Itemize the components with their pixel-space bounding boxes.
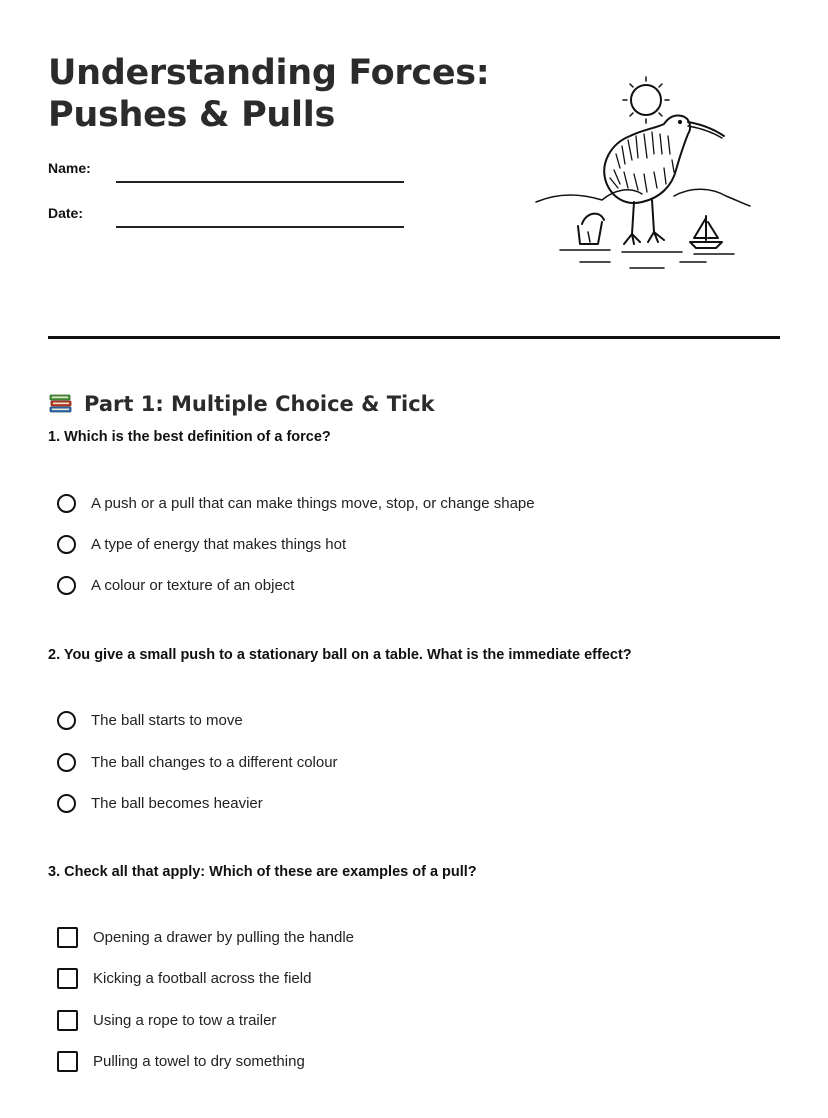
- option-label: Using a rope to tow a trailer: [93, 1011, 277, 1029]
- radio-button[interactable]: [57, 535, 76, 554]
- option-label: A type of energy that makes things hot: [91, 535, 347, 553]
- option-label: A colour or texture of an object: [91, 576, 295, 594]
- books-icon: [48, 391, 74, 417]
- title-line-1: Understanding Forces:: [48, 53, 490, 93]
- question-1-option-3[interactable]: [57, 573, 294, 597]
- kiwi-bird-beach-scene-icon: [530, 74, 754, 282]
- radio-button[interactable]: [57, 794, 76, 813]
- section-divider: [48, 336, 780, 339]
- question-3-text: 3. Check all that apply: Which of these are examples of a pull?: [48, 864, 477, 880]
- title-line-2: Pushes & Pulls: [48, 95, 335, 135]
- question-2-option-2[interactable]: [57, 750, 338, 774]
- date-write-line[interactable]: [116, 226, 404, 228]
- checkbox[interactable]: [57, 1051, 78, 1072]
- question-2-text: 2. You give a small push to a stationary ball on a table. What is the immediate effect?: [48, 647, 632, 663]
- option-label: The ball changes to a different colour: [91, 753, 338, 771]
- question-1-option-1[interactable]: [57, 491, 535, 515]
- part-1-heading-text: Part 1: Multiple Choice & Tick: [84, 392, 435, 417]
- option-label: The ball becomes heavier: [91, 794, 263, 812]
- option-label: A push or a pull that can make things move, stop, or change shape: [91, 494, 535, 512]
- date-label: Date:: [48, 205, 84, 221]
- option-label: Kicking a football across the field: [93, 969, 312, 987]
- option-label: Opening a drawer by pulling the handle: [93, 928, 355, 946]
- radio-button[interactable]: [57, 576, 76, 595]
- checkbox[interactable]: [57, 1010, 78, 1031]
- sun-icon: [623, 77, 669, 123]
- question-1-text: 1. Which is the best definition of a force?: [48, 429, 331, 445]
- question-2-option-3[interactable]: [57, 791, 263, 815]
- checkbox[interactable]: [57, 927, 78, 948]
- sailboat-icon: [690, 216, 722, 248]
- sand-bucket-icon: [578, 214, 604, 244]
- question-3-option-4[interactable]: [57, 1049, 305, 1073]
- radio-button[interactable]: [57, 711, 76, 730]
- name-label: Name:: [48, 160, 91, 176]
- question-3-option-3[interactable]: [57, 1008, 276, 1032]
- radio-button[interactable]: [57, 753, 76, 772]
- question-3-option-2[interactable]: [57, 966, 311, 990]
- part-1-heading: [48, 391, 435, 417]
- option-label: Pulling a towel to dry something: [93, 1052, 305, 1070]
- radio-button[interactable]: [57, 494, 76, 513]
- name-write-line[interactable]: [116, 181, 404, 183]
- question-2-option-1[interactable]: [57, 708, 243, 732]
- option-label: The ball starts to move: [91, 711, 243, 729]
- question-1-option-2[interactable]: [57, 532, 346, 556]
- worksheet-title: [48, 52, 490, 136]
- checkbox[interactable]: [57, 968, 78, 989]
- question-3-option-1[interactable]: [57, 925, 354, 949]
